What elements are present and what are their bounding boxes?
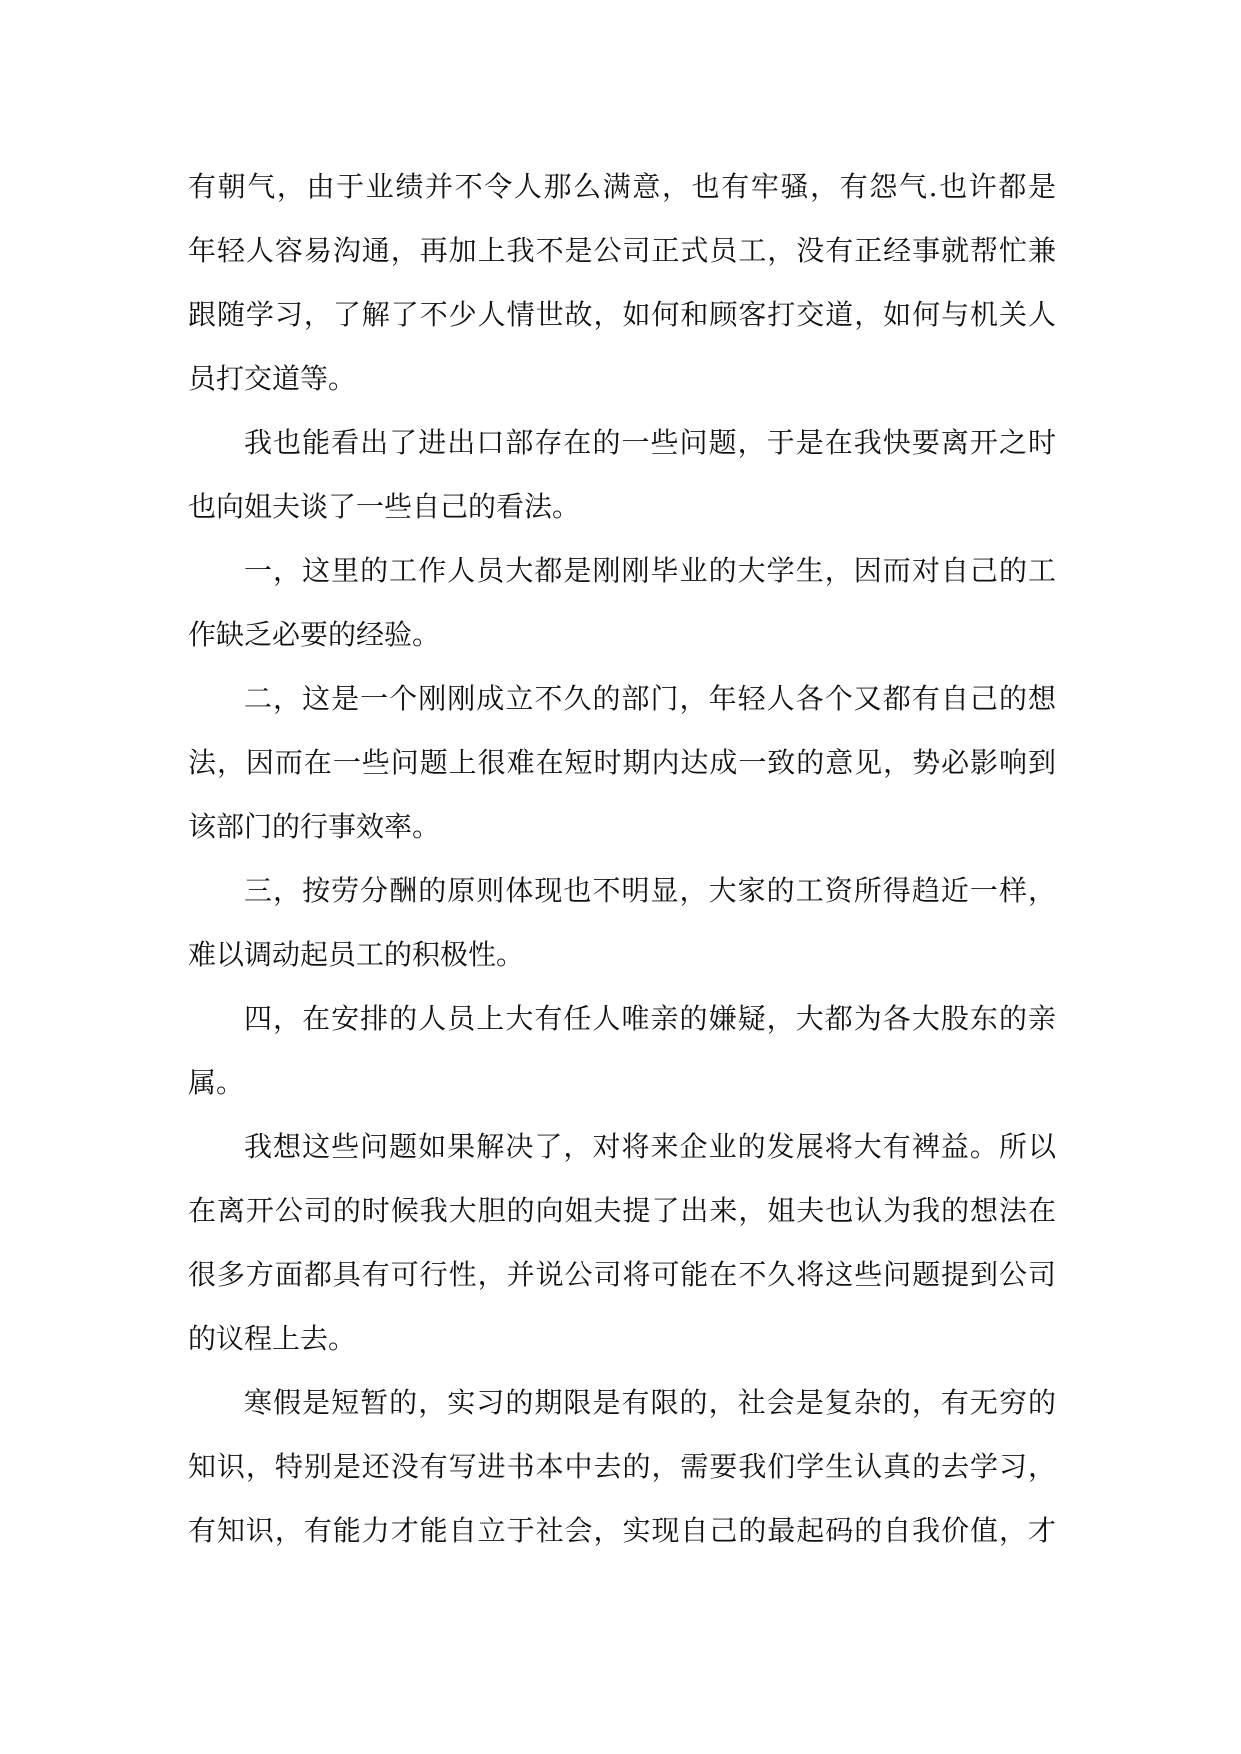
paragraph-first-line: 二，这是一个刚刚成立不久的部门，年轻人各个又都有自己的想 (244, 682, 1056, 715)
text-line: 的议程上去。 (188, 1322, 357, 1355)
paragraph-first-line: 一，这里的工作人员大都是刚刚毕业的大学生，因而对自己的工 (244, 554, 1056, 587)
text-line: 很多方面都具有可行性，并说公司将可能在不久将这些问题提到公司 (188, 1258, 1056, 1291)
text-line: 属。 (188, 1066, 245, 1099)
text-line: 年轻人容易沟通，再加上我不是公司正式员工，没有正经事就帮忙兼 (188, 234, 1056, 267)
text-line: 有朝气，由于业绩并不令人那么满意，也有牢骚，有怨气.也许都是 (188, 170, 1056, 203)
paragraph-first-line: 我想这些问题如果解决了，对将来企业的发展将大有裨益。所以 (244, 1130, 1056, 1163)
paragraph-first-line: 三，按劳分酬的原则体现也不明显，大家的工资所得趋近一样， (244, 874, 1056, 907)
text-line: 法，因而在一些问题上很难在短时期内达成一致的意见，势必影响到 (188, 746, 1056, 779)
text-line: 该部门的行事效率。 (188, 810, 441, 843)
text-line: 在离开公司的时候我大胆的向姐夫提了出来，姐夫也认为我的想法在 (188, 1194, 1056, 1227)
text-line: 知识，特别是还没有写进书本中去的，需要我们学生认真的去学习， (188, 1450, 1056, 1483)
paragraph-first-line: 四，在安排的人员上大有任人唯亲的嫌疑，大都为各大股东的亲 (244, 1002, 1056, 1035)
paragraph-first-line: 寒假是短暂的，实习的期限是有限的，社会是复杂的，有无穷的 (244, 1386, 1056, 1419)
text-line: 跟随学习，了解了不少人情世故，如何和顾客打交道，如何与机关人 (188, 298, 1056, 331)
text-line: 有知识，有能力才能自立于社会，实现自己的最起码的自我价值，才 (188, 1514, 1056, 1547)
text-line: 难以调动起员工的积极性。 (188, 938, 525, 971)
text-line: 也向姐夫谈了一些自己的看法。 (188, 490, 581, 523)
text-line: 作缺乏必要的经验。 (188, 618, 441, 651)
paragraph-first-line: 我也能看出了进出口部存在的一些问题，于是在我快要离开之时 (244, 426, 1056, 459)
document-body (188, 155, 1056, 1563)
text-line: 员打交道等。 (188, 362, 357, 395)
